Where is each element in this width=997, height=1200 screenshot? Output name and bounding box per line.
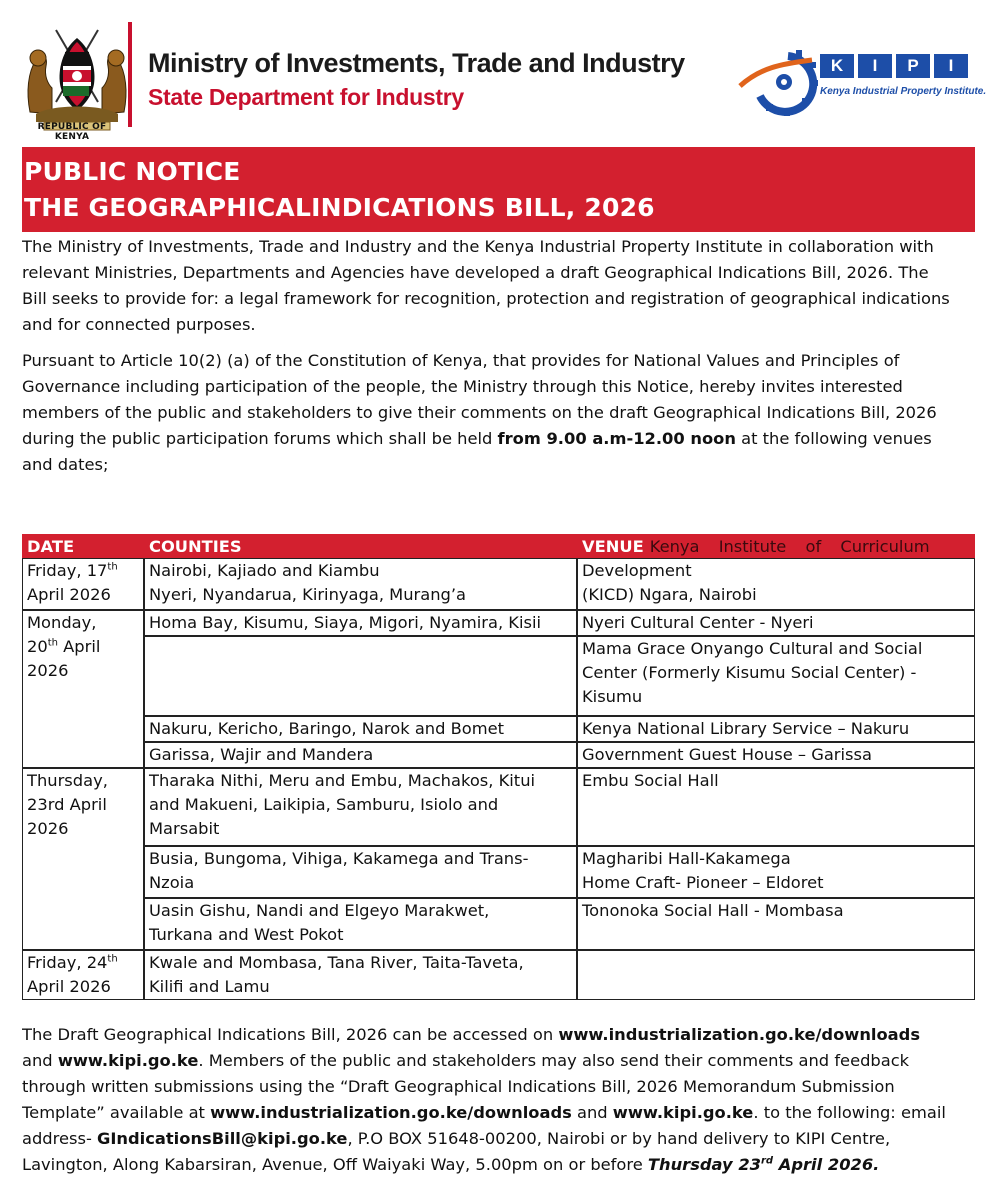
text-line (22, 1100, 997, 1126)
header-counties-label: COUNTIES (149, 537, 242, 556)
text-line: 2026 (27, 819, 69, 838)
kipi-letter: P (896, 54, 930, 78)
counties-cell (144, 898, 577, 950)
kipi-subtitle: Kenya Industrial Property Institute. (820, 86, 987, 97)
text-line: Monday, (27, 613, 97, 632)
text-line: Kisumu (582, 687, 643, 706)
date-cell (22, 558, 144, 610)
text-line (27, 951, 139, 975)
text-line: Development (582, 561, 692, 580)
text-span: 20 (27, 637, 48, 656)
text-line: 2026 (27, 661, 69, 680)
text-line: Garissa, Wajir and Mandera (149, 745, 374, 764)
text-span: , P.O BOX 51648-00200, Nairobi or by hand delivery to KIPI Centre, (347, 1129, 891, 1148)
letterhead (0, 0, 997, 145)
text-span: Friday, 24 (27, 953, 108, 972)
header-date-label: DATE (27, 537, 75, 556)
text-span: Lavington, Along Kabarsiran, Avenue, Off Waiyaki Way, 5.00pm on or before (22, 1155, 648, 1174)
text-line: Governance including participation of the people, the Ministry through this Notice, hereby invites interested (22, 377, 903, 396)
text-line: Center (Formerly Kisumu Social Center) - (582, 663, 917, 682)
text-line: Nairobi, Kajiado and Kiambu (149, 561, 380, 580)
text-line (22, 1048, 997, 1074)
header-date (22, 534, 144, 558)
text-line: April 2026 (27, 585, 111, 604)
text-line (22, 1152, 997, 1178)
superscript: th (107, 561, 118, 573)
text-line: Kilifi and Lamu (149, 977, 270, 996)
venue-cell (577, 768, 975, 846)
venue-cell (577, 558, 975, 610)
venues-table (22, 534, 975, 1000)
notice-subtitle: THE GEOGRAPHICALINDICATIONS BILL, 2026 (24, 193, 655, 222)
date-cell (22, 768, 144, 950)
superscript: th (47, 637, 58, 649)
intro-paragraph (22, 234, 997, 338)
text-line: Embu Social Hall (582, 771, 719, 790)
notice-title: PUBLIC NOTICE (24, 157, 241, 186)
header-venue (577, 534, 975, 558)
text-line: Nzoia (149, 873, 195, 892)
downloads-link[interactable]: www.industrialization.go.ke/downloads (558, 1025, 921, 1044)
counties-cell (144, 716, 577, 742)
venue-cell (577, 950, 975, 1000)
text-line: Thursday, (27, 771, 108, 790)
counties-cell (144, 742, 577, 768)
text-line (27, 635, 139, 659)
text-line: 23rd April (27, 795, 107, 814)
text-line: Tononoka Social Hall - Mombasa (582, 901, 844, 920)
venue-cell (577, 846, 975, 898)
deadline-date (648, 1155, 879, 1174)
text-line: members of the public and stakeholders to give their comments on the draft Geographical Indications Bill, 2026 (22, 403, 937, 422)
text-line: and for connected purposes. (22, 315, 256, 334)
text-span: April (57, 637, 101, 656)
counties-cell (144, 950, 577, 1000)
republic-of-kenya-caption: REPUBLIC OF KENYA (37, 122, 107, 142)
text-span: and (571, 1103, 613, 1122)
text-span: Template” available at (22, 1103, 211, 1122)
text-span: and (22, 1051, 58, 1070)
venue-cell (577, 610, 975, 636)
session-time: from 9.00 a.m-12.00 noon (497, 429, 736, 448)
counties-cell (144, 636, 577, 716)
kipi-letter: K (820, 54, 854, 78)
text-line: Tharaka Nithi, Meru and Embu, Machakos, Kitui (149, 771, 536, 790)
text-line: The Ministry of Investments, Trade and Industry and the Kenya Industrial Property Institute in collaboration with (22, 237, 934, 256)
text-span: Friday, 17 (27, 561, 108, 580)
text-line: (KICD) Ngara, Nairobi (582, 585, 757, 604)
counties-cell (144, 610, 577, 636)
text-line (22, 1022, 997, 1048)
text-span: during the public participation forums which shall be held (22, 429, 498, 448)
superscript: rd (760, 1155, 774, 1167)
text-span: The Draft Geographical Indications Bill, 2026 can be accessed on (22, 1025, 559, 1044)
date-cell (22, 610, 144, 768)
text-line: and Makueni, Laikipia, Samburu, Isiolo and (149, 795, 499, 814)
text-line (22, 426, 997, 452)
venue-cell (577, 742, 975, 768)
text-line: Mama Grace Onyango Cultural and Social (582, 639, 923, 658)
venue-cell (577, 636, 975, 716)
text-line (22, 1126, 997, 1152)
kenya-coat-of-arms-icon (22, 22, 132, 134)
gear-icon (738, 46, 818, 116)
department-name: State Department for Industry (148, 84, 464, 110)
kipi-website-link[interactable]: www.kipi.go.ke (612, 1103, 754, 1122)
text-line: and dates; (22, 455, 109, 474)
text-span: address- (22, 1129, 98, 1148)
text-line: through written submissions using the “Draft Geographical Indications Bill, 2026 Memorandum Submission (22, 1077, 895, 1096)
header-venue-label: VENUE (582, 537, 644, 556)
text-line: Marsabit (149, 819, 220, 838)
ministry-name: Ministry of Investments, Trade and Industry (148, 48, 685, 78)
text-line: Kwale and Mombasa, Tana River, Taita-Taveta, (149, 953, 524, 972)
email-link[interactable]: GIndicationsBill@kipi.go.ke (97, 1129, 348, 1148)
counties-cell (144, 846, 577, 898)
venue-cell (577, 716, 975, 742)
text-line: Nyeri Cultural Center - Nyeri (582, 613, 814, 632)
text-span: . to the following: email (753, 1103, 946, 1122)
text-span: at the following venues (735, 429, 932, 448)
text-line: Uasin Gishu, Nandi and Elgeyo Marakwet, (149, 901, 490, 920)
header-counties (144, 534, 577, 558)
kipi-logo (738, 42, 987, 122)
text-line: Magharibi Hall-Kakamega (582, 849, 791, 868)
header-divider (128, 22, 132, 127)
text-line: Government Guest House – Garissa (582, 745, 872, 764)
kipi-letter: I (858, 54, 892, 78)
text-span: . Members of the public and stakeholders may also send their comments and feedback (198, 1051, 910, 1070)
text-line: Kenya National Library Service – Nakuru (582, 719, 910, 738)
header-venue-extra: Kenya Institute of Curriculum (649, 537, 930, 556)
text-line: Nyeri, Nyandarua, Kirinyaga, Murang’a (149, 585, 467, 604)
text-line: Nakuru, Kericho, Baringo, Narok and Bomet (149, 719, 505, 738)
superscript: th (107, 953, 118, 965)
text-line: Busia, Bungoma, Vihiga, Kakamega and Trans- (149, 849, 529, 868)
kipi-website-link[interactable]: www.kipi.go.ke (57, 1051, 199, 1070)
counties-cell (144, 558, 577, 610)
kipi-acronym (820, 54, 968, 78)
text-span: April 2026. (773, 1155, 880, 1174)
text-line: Bill seeks to provide for: a legal framework for recognition, protection and registration of geographical indications (22, 289, 950, 308)
submission-paragraph (22, 1022, 997, 1178)
text-span: Thursday 23 (647, 1155, 761, 1174)
text-line (27, 559, 139, 583)
article-paragraph (22, 348, 997, 478)
notice-banner (22, 147, 975, 232)
text-line: relevant Ministries, Departments and Agencies have developed a draft Geographical Indications Bill, 2026. The (22, 263, 929, 282)
counties-cell (144, 768, 577, 846)
venue-cell (577, 898, 975, 950)
text-line: Homa Bay, Kisumu, Siaya, Migori, Nyamira, Kisii (149, 613, 542, 632)
kipi-letter: I (934, 54, 968, 78)
date-cell (22, 950, 144, 1000)
downloads-link[interactable]: www.industrialization.go.ke/downloads (210, 1103, 572, 1122)
text-line: Home Craft- Pioneer – Eldoret (582, 873, 824, 892)
deadline (648, 1155, 879, 1174)
text-line: Turkana and West Pokot (149, 925, 344, 944)
text-line: Pursuant to Article 10(2) (a) of the Constitution of Kenya, that provides for National Values and Principles of (22, 351, 900, 370)
text-line: April 2026 (27, 977, 111, 996)
